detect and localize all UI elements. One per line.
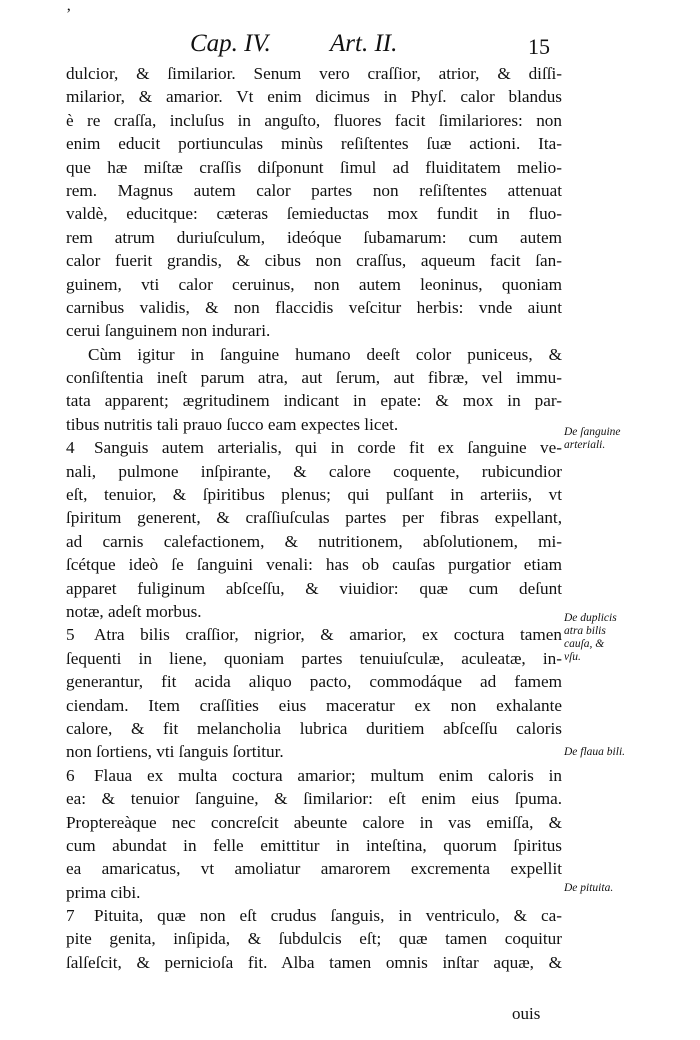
text-line: que hæ miſtæ craſſis diſponunt ſimul ad fluiditatem melio- xyxy=(66,157,562,177)
text-line xyxy=(66,623,562,646)
text-line: prima cibi. xyxy=(66,882,141,902)
text-line: ſpiritum generent, & craſſiuſculas partes per fibras expellant, xyxy=(66,508,562,528)
text-line: conſiſtentia ineſt parum atra, aut ſerum, aut fibræ, vel immu- xyxy=(66,368,562,388)
paragraph-number: 4 xyxy=(66,438,75,458)
text-span: Pituita, quæ non eſt crudus ſanguis, in ventriculo, & ca- xyxy=(94,906,562,926)
text-line: notæ, adeſt morbus. xyxy=(66,601,202,621)
text-line: ad carnis calefactionem, & nutritionem, abſolutionem, mi- xyxy=(66,531,562,551)
text-line: carnibus validis, & non flaccidis veſcitur herbis: vnde aiunt xyxy=(66,297,562,317)
catchword: ouis xyxy=(512,1004,541,1023)
text-span: Flaua ex multa coctura amarior; multum enim caloris in xyxy=(94,765,562,785)
text-line: calore, & fit melancholia lubrica duritiem abſceſſu caloris xyxy=(66,718,562,738)
text-line: eſt, tenuior, & ſpiritibus plenus; qui pulſant in arteriis, vt xyxy=(66,485,562,505)
text-line: ciendam. Item craſſities eius maceratur ex non exhalante xyxy=(66,695,562,715)
text-line: valdè, educitque: cæteras ſemieductas mox fundit in fluo- xyxy=(66,204,562,224)
text-line: non ſortiens, vti ſanguis ſortitur. xyxy=(66,742,284,762)
margin-note-atra-bilis xyxy=(564,612,694,664)
text-line: è re craſſa, incluſus in anguſto, fluores facit ſimilariores: non xyxy=(66,110,562,130)
margin-note-flaua-bili: De flaua bili. xyxy=(564,746,626,758)
text-line: guinem, vti calor ceruinus, non autem leoninus, quoniam xyxy=(66,274,562,294)
paragraph-7 xyxy=(66,904,562,974)
margin-note-line: De duplicis xyxy=(564,612,617,624)
page-number: 15 xyxy=(528,34,550,59)
paragraph-number: 6 xyxy=(66,765,75,785)
text-line: rem atrum duriuſculum, ideóque ſubamarum: cum autem xyxy=(66,227,562,247)
text-line: pite genita, inſipida, & ſubdulcis eſt; quæ tamen coquitur xyxy=(66,929,562,949)
text-line: nali, pulmone inſpirante, & calore coquente, rubicundior xyxy=(66,461,562,481)
text-line: rem. Magnus autem calor partes non reſiſtentes attenuat xyxy=(66,180,562,200)
text-line: ſalſeſcit, & pernicioſa fit. Alba tamen omnis inſtar aquæ, & xyxy=(66,952,562,972)
page-mark: ’ xyxy=(66,6,72,23)
paragraph-number: 5 xyxy=(66,625,75,645)
text-line: ſequenti in liene, quoniam partes tenuiuſculæ, aculeatæ, in- xyxy=(66,648,562,668)
text-line: calor fuerit grandis, & cibus non craſſus, aqueum facit ſan- xyxy=(66,251,562,271)
paragraph-1 xyxy=(66,62,562,343)
text-span: Atra bilis craſſior, nigrior, & amarior, ex coctura tamen xyxy=(94,625,562,645)
text-line: tata apparent; ægritudinem indicant in epate: & mox in par- xyxy=(66,391,562,411)
paragraph-2 xyxy=(66,343,562,437)
text-line: tibus nutritis tali prauo ſucco eam expectes licet. xyxy=(66,414,399,434)
text-line: ſcétque ideò ſe ſanguini venali: has ob cauſas purgatior etiam xyxy=(66,555,562,575)
running-head-chapter: Cap. IV. xyxy=(190,30,271,57)
running-head-article: Art. II. xyxy=(330,30,398,57)
text-body xyxy=(66,62,562,974)
text-line: enim educit portiunculas minùs reſiſtentes ſuæ actioni. Ita- xyxy=(66,134,562,154)
paragraph-6 xyxy=(66,764,562,904)
text-line: dulcior, & ſimilarior. Senum vero craſſior, atrior, & diſſi- xyxy=(66,64,562,83)
text-line: Cùm igitur in ſanguine humano deeſt color puniceus, & xyxy=(88,344,562,364)
text-line: apparet fuliginum abſceſſu, & viuidior: quæ cum deſunt xyxy=(66,578,562,598)
margin-note-pituita: De pituita. xyxy=(564,882,614,894)
text-line: cum abundat in felle emittitur in inteſtina, quorum ſpiritus xyxy=(66,835,562,855)
text-line: Proptereàque nec concreſcit abeunte calore in vas emiſſa, & xyxy=(66,812,562,832)
text-line: ea: & tenuior ſanguine, & ſimilarior: eſt enim eius ſpuma. xyxy=(66,789,562,809)
text-line xyxy=(66,436,562,459)
text-span: Sanguis autem arterialis, qui in corde fit ex ſanguine ve- xyxy=(94,438,562,458)
margin-note-line: vſu. xyxy=(564,651,581,663)
margin-note-sanguine-arteriali xyxy=(564,426,694,452)
running-head xyxy=(190,30,520,58)
text-line xyxy=(66,904,562,927)
text-line xyxy=(66,764,562,787)
paragraph-5 xyxy=(66,623,562,763)
text-line: cerui ſanguinem non indurari. xyxy=(66,321,271,341)
paragraph-4 xyxy=(66,436,562,623)
text-line: milarior, & amarior. Vt enim dicimus in Phyſ. calor blandus xyxy=(66,87,562,107)
margin-note-line: cauſa, & xyxy=(564,638,605,650)
margin-note-line: De ſanguine xyxy=(564,426,621,438)
paragraph-number: 7 xyxy=(66,906,75,926)
text-line: generantur, fit acida aliquo pacto, commodáque ad famem xyxy=(66,672,562,692)
margin-note-line: atra bilis xyxy=(564,625,606,637)
margin-note-line: arteriali. xyxy=(564,439,606,451)
text-line: ea amaricatus, vt amoliatur amarorem excrementa expellit xyxy=(66,859,562,879)
